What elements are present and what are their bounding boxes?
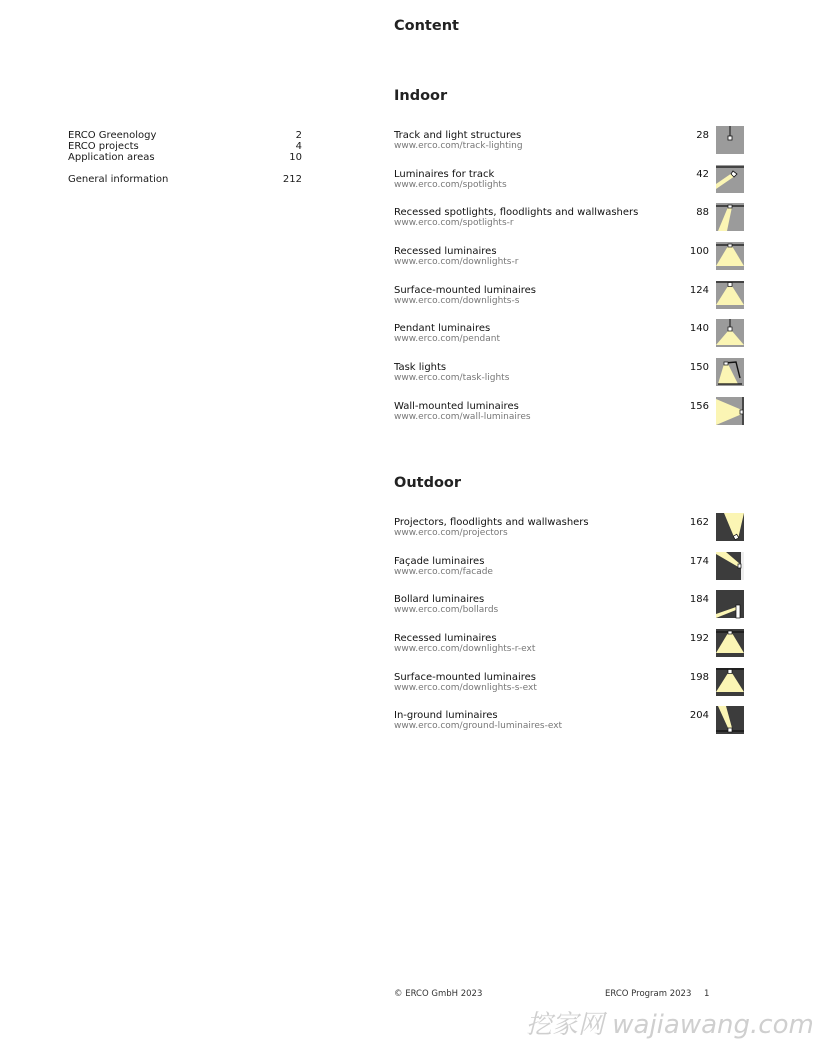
outdoor-surface-icon (716, 668, 744, 696)
facade-luminaire-icon (716, 552, 744, 580)
recessed-downlight-icon (716, 242, 744, 270)
page-title: Content (394, 18, 459, 34)
outdoor-entry-projectors[interactable]: Projectors, floodlights and wallwashers www.erco.com/projectors 162 (394, 517, 744, 556)
list-item-general-information[interactable]: General information 212 (68, 174, 302, 185)
list-item-application-areas[interactable]: Application areas 10 (68, 152, 302, 163)
outdoor-entry-facade[interactable]: Façade luminaires www.erco.com/facade 174 (394, 556, 744, 595)
pendant-icon (716, 319, 744, 347)
footer-program: ERCO Program 2023 (605, 989, 692, 999)
outdoor-entry-bollards[interactable]: Bollard luminaires www.erco.com/bollards 184 (394, 594, 744, 633)
list-item-greenology[interactable]: ERCO Greenology 2 (68, 130, 302, 141)
indoor-entry-track-luminaires[interactable]: Luminaires for track www.erco.com/spotlights 42 (394, 169, 744, 208)
indoor-entry-pendant[interactable]: Pendant luminaires www.erco.com/pendant 140 (394, 323, 744, 362)
indoor-section (394, 130, 744, 440)
indoor-entry-recessed-spotlights[interactable]: Recessed spotlights, floodlights and wallwashers www.erco.com/spotlights-r 88 (394, 207, 744, 246)
outdoor-entry-recessed[interactable]: Recessed luminaires www.erco.com/downlights-r-ext 192 (394, 633, 744, 672)
task-light-icon (716, 358, 744, 386)
bollard-icon (716, 590, 744, 618)
in-ground-icon (716, 706, 744, 734)
indoor-entry-recessed-luminaires[interactable]: Recessed luminaires www.erco.com/downlights-r 100 (394, 246, 744, 285)
outdoor-entry-surface[interactable]: Surface-mounted luminaires www.erco.com/downlights-s-ext 198 (394, 672, 744, 711)
surface-downlight-icon (716, 281, 744, 309)
track-spotlight-icon (716, 165, 744, 193)
indoor-heading: Indoor (394, 88, 448, 104)
list-item-projects[interactable]: ERCO projects 4 (68, 141, 302, 152)
outdoor-recessed-icon (716, 629, 744, 657)
outdoor-heading: Outdoor (394, 475, 462, 491)
watermark: 挖家网 wajiawang.com (526, 1010, 814, 1040)
outdoor-entry-in-ground[interactable]: In-ground luminaires www.erco.com/ground-luminaires-ext 204 (394, 710, 744, 749)
wall-luminaire-icon (716, 397, 744, 425)
recessed-spotlight-icon (716, 203, 744, 231)
outdoor-section (394, 517, 744, 749)
footer-copyright: © ERCO GmbH 2023 (394, 989, 483, 999)
indoor-entry-wall-luminaires[interactable]: Wall-mounted luminaires www.erco.com/wall-luminaires 156 (394, 401, 744, 440)
general-contents-list (68, 130, 302, 185)
indoor-entry-track-structures[interactable]: Track and light structures www.erco.com/track-lighting 28 (394, 130, 744, 169)
indoor-entry-task-lights[interactable]: Task lights www.erco.com/task-lights 150 (394, 362, 744, 401)
track-structure-icon (716, 126, 744, 154)
projector-icon (716, 513, 744, 541)
indoor-entry-surface-luminaires[interactable]: Surface-mounted luminaires www.erco.com/downlights-s 124 (394, 285, 744, 324)
footer-page-number: 1 (704, 989, 710, 999)
